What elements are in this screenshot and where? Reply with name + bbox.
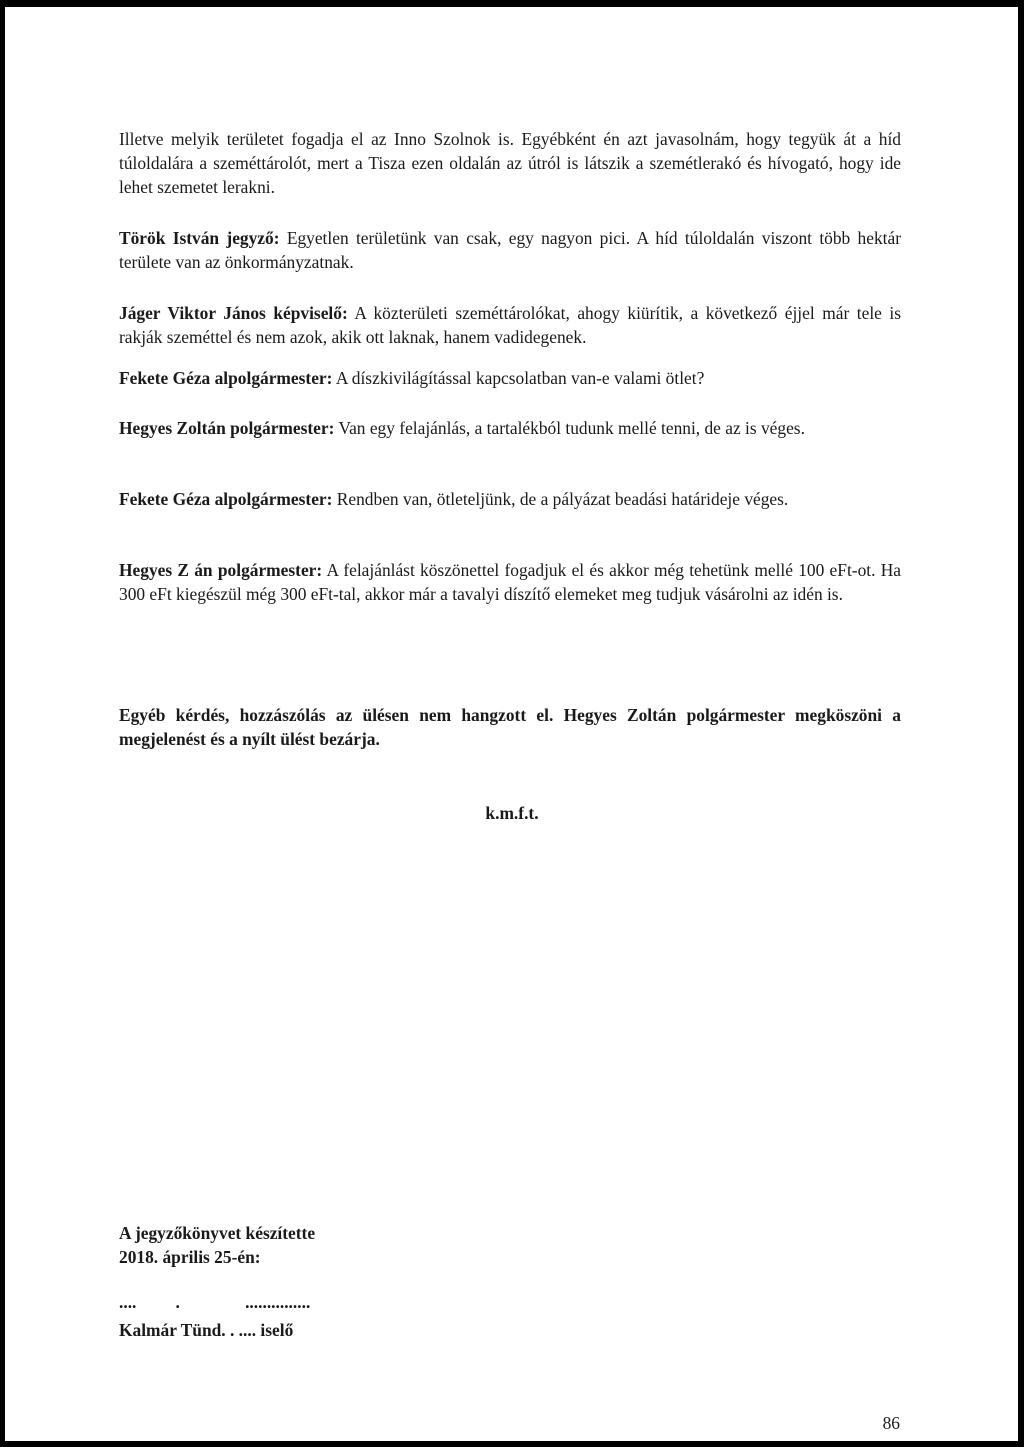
paragraph-6-text: Rendben van, ötleteljünk, de a pályázat beadási határideje véges. [332, 489, 789, 509]
prepared-by-label: A jegyzőkönyvet készítette [119, 1223, 316, 1243]
speaker-name: Hegyes Z án polgármester: [119, 560, 323, 580]
paragraph-5 [119, 416, 901, 440]
scan-border-top [0, 0, 1024, 7]
signature-date: 2018. április 25-én: [119, 1247, 261, 1267]
paragraph-3 [119, 301, 901, 349]
paragraph-7-text: A felajánlást köszönettel fogadjuk el és akkor még tehetünk mellé 100 eFt-ot. Ha 300 eFt kiegészül még 300 eFt-tal, akkor már a tavalyi díszítő elemeket meg tudjuk vásárolni az idén is. [119, 560, 901, 604]
signer-name: Kalmár Tünd. . .... iselő [119, 1320, 294, 1340]
speaker-name: Fekete Géza alpolgármester: [119, 368, 333, 388]
paragraph-4-text: A díszkivilágítással kapcsolatban van-e valami ötlet? [332, 368, 705, 388]
kmft-mark: k.m.f.t. [485, 803, 539, 823]
paragraph-3-text: A közterületi szeméttárolókat, ahogy kiürítik, a következő éjjel már tele is rakják szeméttel és nem azok, akik ott laknak, hanem vadidegenek. [119, 303, 902, 347]
paragraph-2 [119, 226, 901, 274]
speaker-name: Fekete Géza alpolgármester: [119, 489, 333, 509]
signature-dotted-line: .... . ............... [119, 1292, 311, 1312]
paragraph-5-text: Van egy felajánlás, a tartalékból tudunk mellé tenni, de az is véges. [334, 418, 805, 438]
scan-border-bottom [0, 1441, 1024, 1447]
paragraph-7 [119, 558, 901, 606]
paragraph-1 [119, 127, 901, 199]
paragraph-6 [119, 487, 901, 511]
scan-border-left [0, 0, 5, 1447]
speaker-name: Jáger Viktor János képviselő: [119, 303, 348, 323]
page-number: 86 [882, 1413, 900, 1433]
speaker-name: Hegyes Zoltán polgármester: [119, 418, 335, 438]
signature-block [119, 1221, 519, 1269]
speaker-name: Török István jegyző: [119, 228, 280, 248]
paragraph-2-text: Egyetlen területünk van csak, egy nagyon pici. A híd túloldalán viszont több hektár területe van az önkormányzatnak. [119, 228, 902, 272]
scan-border-right [1018, 0, 1024, 1447]
paragraph-4 [119, 366, 901, 390]
paragraph-1-text: Illetve melyik területet fogadja el az Inno Szolnok is. Egyébként én azt javasolnám, hogy tegyük át a híd túloldalára a szeméttárolót, mert a Tisza ezen oldalán az útról is látszik a szemétlerakó és hívogató, hogy ide lehet szemetet lerakni. [119, 129, 901, 197]
closing-statement: Egyéb kérdés, hozzászólás az ülésen nem hangzott el. Hegyes Zoltán polgármester megköszöni a megjelenést és a nyílt ülést bezárja. [119, 705, 901, 749]
